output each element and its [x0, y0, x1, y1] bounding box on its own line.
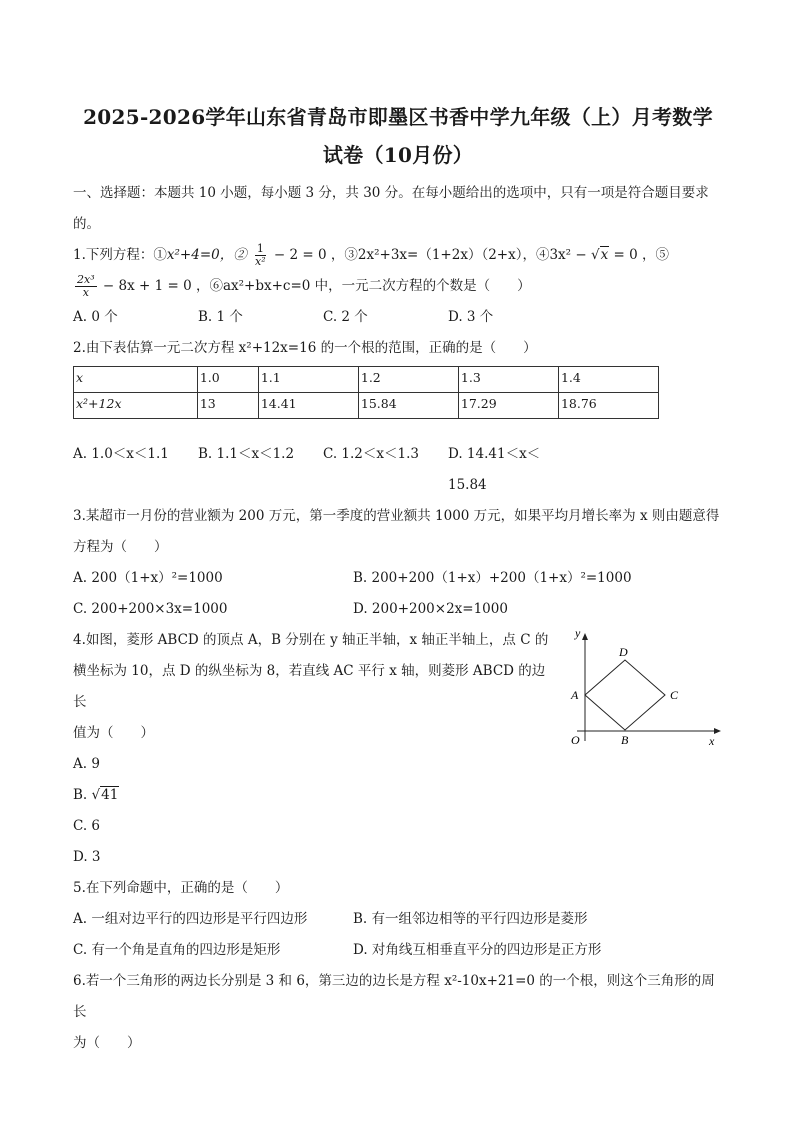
q2-options	[73, 439, 723, 501]
q1-option-a: A. 0 个	[73, 309, 118, 325]
q5-option-c: C. 有一个角是直角的四边形是矩形	[73, 942, 281, 958]
q4-option-d: D. 3	[73, 849, 101, 865]
q4-stem-line1: 4.如图，菱形 ABCD 的顶点 A，B 分别在 y 轴正半轴，x 轴正半轴上，点 C 的	[73, 632, 549, 648]
q2-option-c: C. 1.2＜x＜1.3	[323, 446, 419, 462]
exam-title-line2: 试卷（10月份）	[322, 143, 474, 167]
label-o: O	[571, 733, 580, 747]
label-b: B	[621, 733, 629, 747]
table-cell: 14.41	[258, 393, 358, 419]
exam-page	[73, 98, 723, 1059]
section-heading-line2: 的。	[73, 216, 100, 232]
table-cell: 1.3	[458, 367, 558, 393]
q1-eq4-radicand: x	[600, 247, 609, 263]
q2-stem: 2.由下表估算一元二次方程 x²+12x=16 的一个根的范围，正确的是（ ）	[73, 340, 537, 356]
q1-stem-line2	[73, 271, 723, 302]
q1-eq2-den: x²	[255, 255, 266, 268]
table-row	[74, 367, 659, 393]
q4-option-b-prefix: B.	[73, 787, 92, 803]
q4-option-b-sqrt: √41	[91, 787, 119, 803]
label-a: A	[571, 688, 579, 702]
label-y: y	[575, 627, 581, 640]
q1-eq5-num: 2x³	[77, 273, 95, 286]
q4-option-b-radicand: 41	[101, 787, 119, 803]
q1-option-c: C. 2 个	[323, 309, 368, 325]
table-cell: 17.29	[458, 393, 558, 419]
q4-option-c: C. 6	[73, 818, 101, 834]
q1-prefix: 1.下列方程：①	[73, 247, 167, 263]
q2-option-a: A. 1.0＜x＜1.1	[73, 446, 169, 462]
q1-eq2-num: 1	[256, 242, 264, 255]
table-row	[74, 393, 659, 419]
q2-table	[73, 366, 659, 419]
q1-eq5-rest: − 8x + 1 = 0 ，⑥ax²+bx+c=0 中，一元二次方程的个数是（ ）	[98, 278, 531, 294]
q1-option-d: D. 3 个	[448, 309, 494, 325]
table-cell: x	[74, 367, 198, 393]
table-cell: 13	[197, 393, 258, 419]
q1-eq2-fraction	[253, 243, 268, 268]
q4-block	[73, 625, 723, 873]
q2-option-d: D. 14.41＜x＜15.84	[448, 446, 541, 493]
q3-options-row2	[73, 594, 723, 625]
q3-stem-line1: 3.某超市一月份的营业额为 200 万元，第一季度的营业额共 1000 万元，如果平均月增长率为 x 则由题意得	[73, 508, 720, 524]
q1-option-b: B. 1 个	[198, 309, 243, 325]
q1-eq4-sqrt: √x	[590, 247, 609, 263]
q1-eq5-fraction	[75, 274, 97, 299]
q3-option-a: A. 200（1+x）²=1000	[73, 570, 223, 586]
q5-options-row2	[73, 935, 723, 966]
table-cell: 1.2	[358, 367, 458, 393]
q3-option-c: C. 200+200×3x=1000	[73, 601, 228, 617]
q2-option-b: B. 1.1＜x＜1.2	[198, 446, 295, 462]
table-cell: 1.0	[197, 367, 258, 393]
q1-options	[73, 302, 723, 333]
q4-option-b	[73, 780, 553, 811]
y-axis-arrow	[582, 633, 588, 640]
table-cell: 18.76	[558, 393, 658, 419]
label-x: x	[709, 734, 715, 747]
q1-eq1: x²+4=0，②	[166, 247, 247, 263]
table-cell: 15.84	[358, 393, 458, 419]
q3-stem-line2: 方程为（ ）	[73, 539, 168, 555]
q6-stem-line2: 为（ ）	[73, 1035, 141, 1051]
q1-eq4-rest: = 0 ，⑤	[609, 247, 669, 263]
q3-option-d: D. 200+200×2x=1000	[353, 601, 508, 617]
q5-options-row1	[73, 904, 723, 935]
q6-stem-line1: 6.若一个三角形的两边长分别是 3 和 6，第三边的边长是方程 x²-10x+21=0 的一个根，则这个三角形的周长	[73, 973, 715, 1020]
q4-stem-line3: 值为（ ）	[73, 725, 154, 741]
label-d: D	[619, 645, 628, 659]
q1-eq5-den: x	[82, 286, 89, 299]
q3-option-b: B. 200+200（1+x）+200（1+x）²=1000	[353, 570, 632, 586]
q4-stem-line2: 横坐标为 10，点 D 的纵坐标为 8，若直线 AC 平行 x 轴，则菱形 ABCD 的边长	[73, 663, 546, 710]
rhombus-figure	[569, 627, 729, 747]
q5-stem: 5.在下列命题中，正确的是（ ）	[73, 880, 289, 896]
q5-option-a: A. 一组对边平行的四边形是平行四边形	[73, 911, 308, 927]
q5-option-b: B. 有一组邻边相等的平行四边形是菱形	[353, 911, 588, 927]
q5-option-d: D. 对角线互相垂直平分的四边形是正方形	[353, 942, 602, 958]
q1-eq2-rest: − 2 = 0 ，③2x²+3x=（1+2x）（2+x），④3x² −	[269, 247, 591, 263]
section-heading-line1: 一、选择题：本题共 10 小题，每小题 3 分，共 30 分。在每小题给出的选项中，只有一项是符合题目要求	[73, 185, 709, 201]
q4-option-a: A. 9	[73, 756, 100, 772]
exam-title-line1: 2025-2026学年山东省青岛市即墨区书香中学九年级（上）月考数学	[83, 105, 713, 129]
q4-text	[73, 625, 553, 873]
q3-options-row1	[73, 563, 723, 594]
q1-stem-line1	[73, 240, 723, 271]
x-axis-arrow	[714, 728, 721, 734]
rhombus-abcd	[585, 660, 665, 730]
table-cell: x²+12x	[74, 393, 198, 419]
table-cell: 1.4	[558, 367, 658, 393]
table-cell: 1.1	[258, 367, 358, 393]
label-c: C	[670, 688, 679, 702]
